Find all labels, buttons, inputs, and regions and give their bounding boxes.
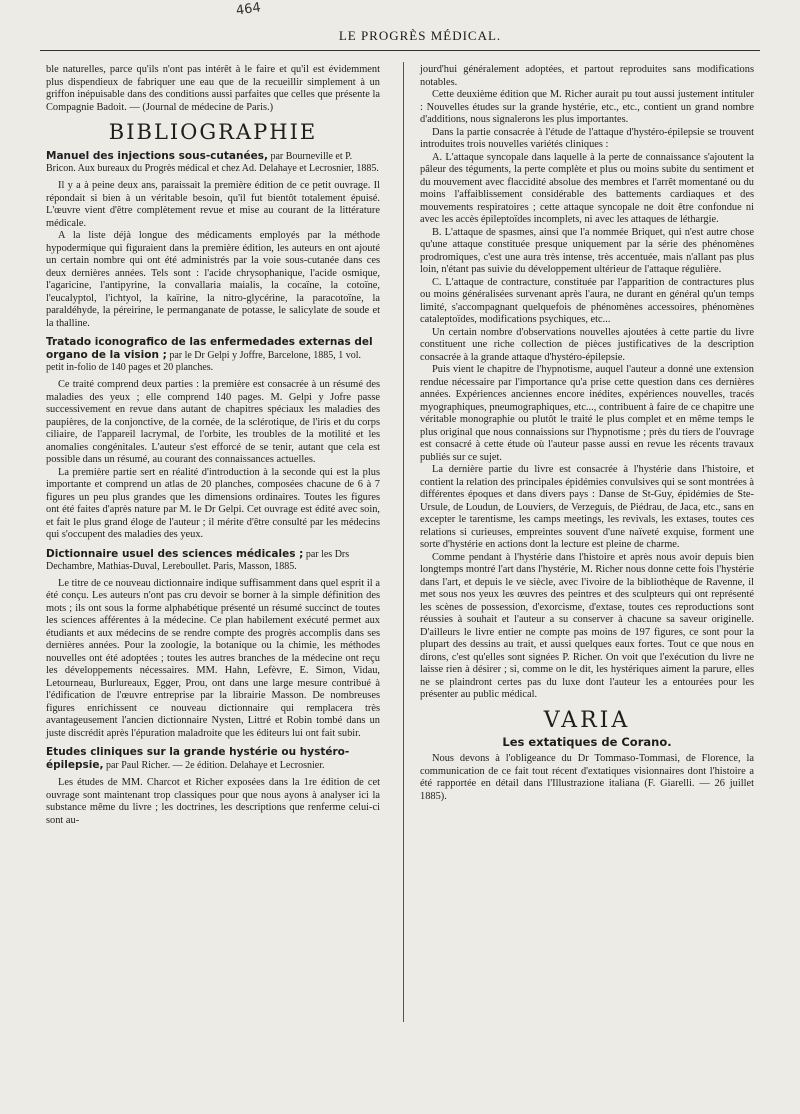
review-heading [46,746,380,772]
review-title: Tratado iconografico de las enfermedades externas del organo de la vision ; [46,336,373,361]
section-title: BIBLIOGRAPHIE [108,120,318,144]
review-heading [46,336,380,374]
review-meta: par les Drs Dechambre, Mathias-Duval, Lereboullet. Paris, Masson, 1885. [46,548,350,572]
header-rule [40,50,760,51]
review-title: Etudes cliniques sur la grande hystérie ou hystéro-épilepsie, [46,746,350,771]
review-meta: par le Dr Gelpi y Joffre, Barcelone, 1885, 1 vol. petit in-folio de 140 pages et 20 planches. [46,350,362,373]
paragraph: Dans la partie consacrée à l'étude de l'attaque d'hystéro-épilepsie se trouvent introduites trois nouvelles variétés cliniques : [420,126,754,150]
paragraph: C. L'attaque de contracture, constituée par l'apparition de contractures plus ou moins généralisées survenant après l'aura, ne durant en général qu'un temps limité, s'accompagnant quelquefois de phénomènes accessoires, phénomènes cataleptoïdes, modifications psychiques, etc... [420,276,754,325]
paragraph: Les études de MM. Charcot et Richer exposées dans la 1re édition de cet ouvrage sont maintenant trop classiques pour que nous ayons à analyser ici la substance même du livre ; les doctrines, les descriptions que renferme celui-ci sont au- [46,777,380,826]
varia-title: VARIA [543,707,631,733]
review-title: Dictionnaire usuel des sciences médicales ; [46,547,304,560]
paragraph: A la liste déjà longue des médicaments employés par la méthode hypodermique qui figuraient dans la première édition, les auteurs en ont ajouté un certain nombre qui ont été administrés par la voie sous-cutanée dans ces deux dernières années. Tels sont : l'acide chrysophanique, l'acide osmique, l'agaricine, l'antipyrine, la convallaria maialis, la cocaïne, la cotoïne, l'eucalyptol, l'ichtyol, la kaïrine, la nitro-glycérine, la paracotoïne, la paraldéhyde, la péreirine, le permanganate de potasse, le salicylate de soude et la thalline. [46,230,380,329]
paragraph: La première partie sert en réalité d'introduction à la seconde qui est la plus importante et comprend un atlas de 20 planches, composées chacune de 6 à 7 figures un peu plus grandes que les dimensions ordinaires. Toutes les figures ont été faites d'après nature par M. le Dr Gelpi. Cet ouvrage est édité avec soin, et fait le plus grand éloge de l'auteur ; il mérite d'être consulté par les médecins qui s'occupent des maladies des yeux. [46,466,380,540]
page-number: 464 [235,0,262,19]
column-separator [403,62,404,1022]
paragraph: Puis vient le chapitre de l'hypnotisme, auquel l'auteur a donné une extension rendue nécessaire par l'importance qu'a prise cette question dans ces dernières années. Expériences anciennes encore inédites, expériences nouvelles, tracés myographiques, pneumographiques, etc..., contribuent à faire de ce chapitre une véritable monographie ou plutôt le traité le plus complet et en même temps le plus original que nous connaissions sur l'hypnotisme ; près du tiers de l'ouvrage est consacré à cette étude où l'auteur passe aussi en revue les récents travaux publiés sur ce sujet. [420,364,754,463]
paragraph: Comme pendant à l'hystérie dans l'histoire et après nous avoir depuis bien longtemps montré l'art dans l'hystérie, M. Richer nous donne cette fois l'hystérie dans l'art, et depuis le ve siècle, avec l'ivoire de la bibliothèque de Ravenne, il met sous nos yeux les œuvres des peintres et des sculpteurs qui ont représenté les scènes de possession, d'exorcisme, d'extase, toutes ces reproductions sont réussies à souhait et l'auteur a su conserver à chacune sa saveur originelle. D'ailleurs le livre entier ne compte pas moins de 197 figures, ce sont pour la plupart des dessins au trait, et aussi quelques eaux fortes. Tout ce que nous en dirons, c'est qu'elles sont signées P. Richer. On voit que l'exécution du livre ne laisse rien à désirer ; si, comme on le dit, les hystériques aiment la parure, elles ne se plaindront certes pas du luxe dont l'auteur les a entourées pour les présenter au public médical. [420,551,754,700]
paragraph: A. L'attaque syncopale dans laquelle à la perte de connaissance s'ajoutent la pâleur des téguments, la perte complète et plus ou moins subite du sentiment et du mouvement avec flaccidité absolue des membres et l'arrêt momentané ou du moins l'affaiblissement considérable des battements cardiaques et des mouvements respiratoires ; cette attaque syncopale ne doit être confondue ni avec les accès épileptoïdes incomplets, ni avec les attaques de léthargie. [420,151,754,225]
paragraph: B. L'attaque de spasmes, ainsi que l'a nommée Briquet, qui n'est autre chose qu'une attaque constituée presque uniquement par la série des phénomènes prodromiques, c'est une aura très intense, très accentuée, mais n'allant pas plus loin, n'étant pas suivie du développement ultérieur de l'attaque régulière. [420,226,754,275]
paragraph: Un certain nombre d'observations nouvelles ajoutées à cette partie du livre constituent une riche collection de pièces justificatives de la description consacrée à la grande attaque d'hystéro-épilepsie. [420,326,754,363]
review-title: Manuel des injections sous-cutanées, [46,150,268,162]
paragraph: Nous devons à l'obligeance du Dr Tommaso-Tommasi, de Florence, la communication de ce fait tout récent d'extatiques visionnaires dont l'histoire a été rapportée en détail dans l'Illustrazione italiana (F. Giarelli. — 26 juillet 1885). [420,753,754,802]
paragraph: jourd'hui généralement adoptées, et partout reproduites sans modifications notables. [420,64,754,88]
varia-subtitle: Les extatiques de Corano. [502,734,672,749]
review-heading [46,548,380,573]
review-meta: par Paul Richer. — 2e édition. Delahaye et Lecrosnier. [105,760,325,771]
paragraph: Il y a à peine deux ans, paraissait la première édition de ce petit ouvrage. Il répondait si bien à un véritable besoin, qu'il fut bientôt totalement épuisé. L'œuvre vient d'être complètement revue et mise au courant de la littérature médicale. [46,180,380,229]
paragraph: Cette deuxième édition que M. Richer aurait pu tout aussi justement intituler : Nouvelles études sur la grande hystérie, etc., etc., contient un grand nombre d'additions, nous signalerons les plus importantes. [420,89,754,125]
review-heading [46,150,380,175]
intro-paragraph: ble naturelles, parce qu'ils n'ont pas intérêt à le faire et qu'il est évidemment plus dispendieux de fabriquer une eau que de la recueillir simplement à un griffon inépuisable dans des conditions aussi parfaites que celles que présente la Compagnie Badoit. — (Journal de médecine de Paris.) [46,64,380,113]
running-title: LE PROGRÈS MÉDICAL. [338,28,502,43]
left-column [46,64,380,827]
right-column [420,64,754,803]
review-meta: par Bourneville et P. Bricon. Aux bureaux du Progrès médical et chez Ad. Delahaye et Lecrosnier, 1885. [46,151,379,174]
paragraph: La dernière partie du livre est consacrée à l'hystérie dans l'histoire, et contient la relation des principales épidémies convulsives qui se sont montrées à différentes époques et dans divers pays : Danse de St-Guy, épidémies de Ste-Ursule, de Loudun, de Louviers, de Verzeguis, de Piédrau, de Jaca, etc., sans en excepter le tarentisme, les camps meetings, les revivals, les extases, toutes ces relations si curieuses, empreintes souvent d'une naïveté exquise, forment une sorte d'hystérie en actions dont la lecture est pleine de charme. [420,464,754,550]
paragraph: Le titre de ce nouveau dictionnaire indique suffisamment dans quel esprit il a été conçu. Les auteurs n'ont pas cru devoir se borner à la simple définition des mots ; ils ont sous la forme alphabétique présenté un résumé succinct de toutes les sciences afférentes à la médecine. Ce plan habilement exécuté permet aux étudiants et aux médecins de se rendre compte des progrès accomplis dans ses dernières années. Pour la zoologie, la botanique ou la chimie, les méthodes nouvelles ont été adoptées ; toutes les autres branches de la médecine ont reçu les développements nécessaires. MM. Hahn, Lefèvre, E. Simon, Vidau, Letourneau, Burlureaux, Egger, Prou, ont dans une large mesure contribué à l'édification de l'œuvre entreprise par la librairie Masson. De nombreuses figures enrichissent ce nouveau dictionnaire qui remplacera très avantageusement l'ancien dictionnaire Nysten, Littré et Robin tombé dans un juste discrédit après l'épuration maladroite que les éditeurs lui ont fait subir. [46,577,380,739]
paragraph: Ce traité comprend deux parties : la première est consacrée à un résumé des maladies des yeux ; elle comprend 140 pages. M. Gelpi y Jofre passe successivement en revue dans autant de chapitres spéciaux les maladies des paupières, de la conjonctive, de la cornée, de la sclérotique, de l'iris et du corps ciliaire, de l'appareil lacrymal, de l'orbite, les troubles de la motilité et les anomalies congénitales. L'auteur s'est efforcé de se tenir, autant que cela est possible dans un résumé, au courant des connaissances actuelles. [46,379,380,465]
